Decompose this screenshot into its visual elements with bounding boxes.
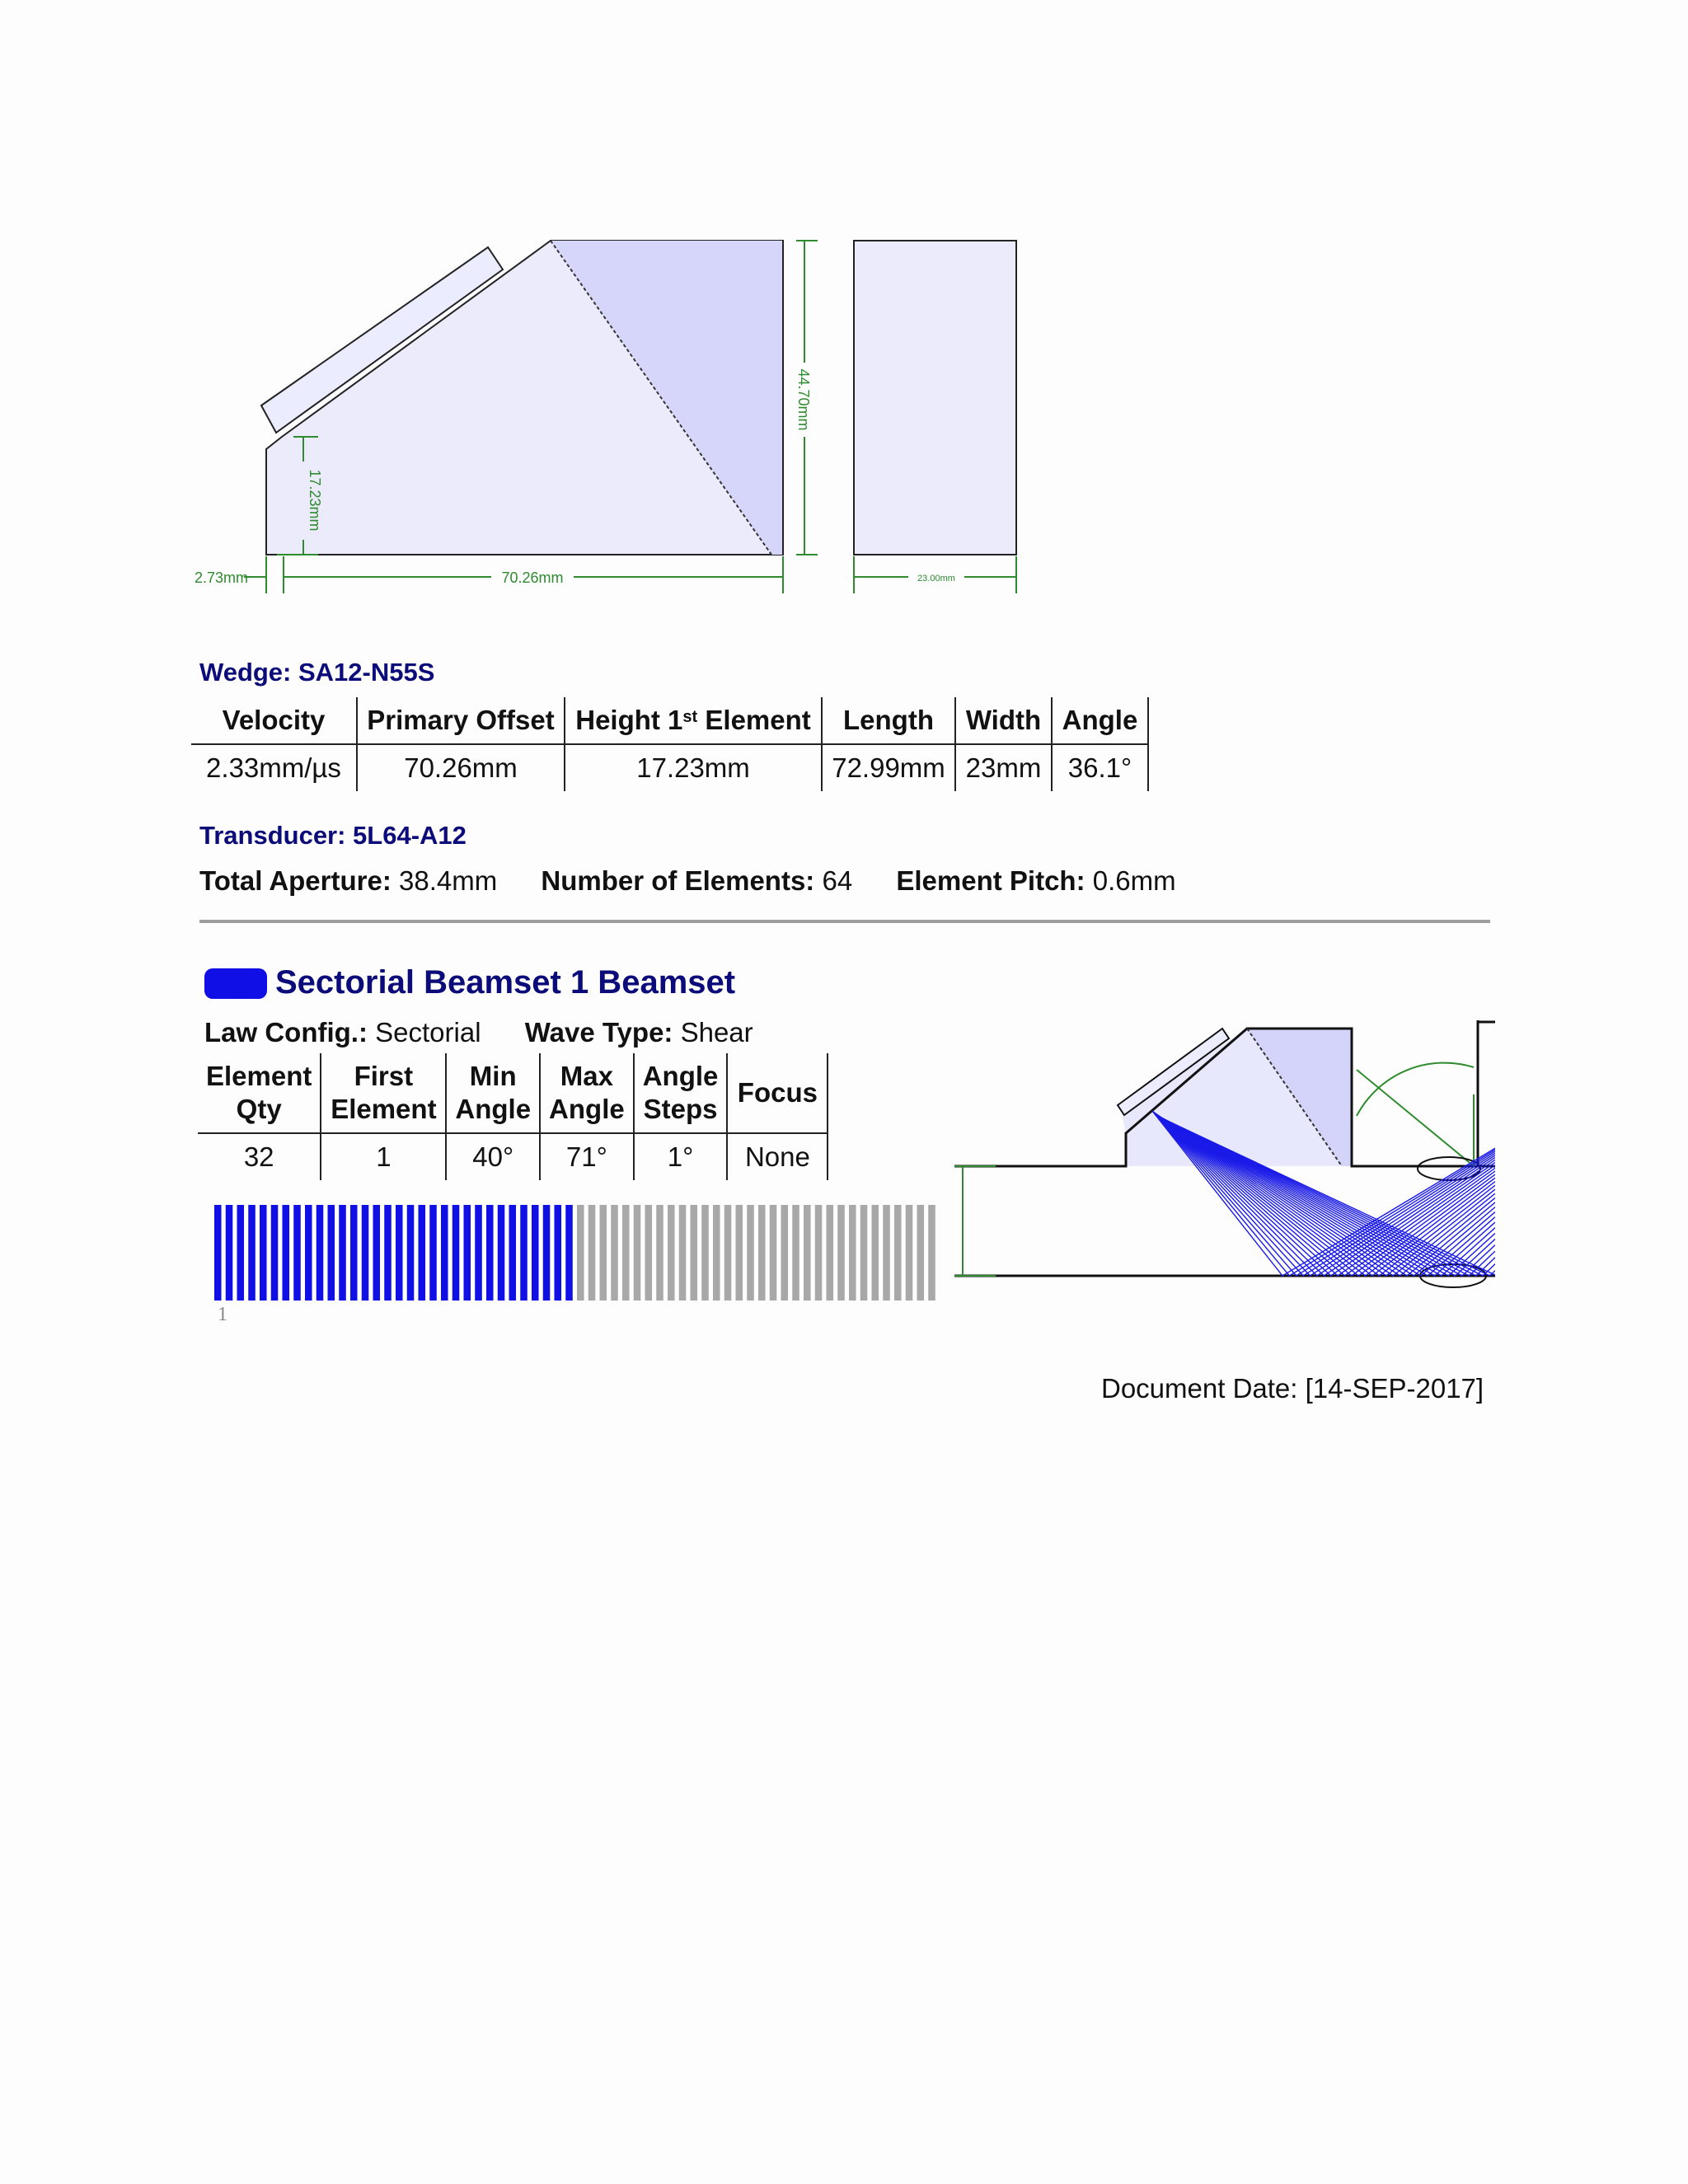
element-bar-active: [429, 1205, 437, 1301]
element-bar-inactive: [849, 1205, 856, 1301]
element-bar-inactive: [928, 1205, 935, 1301]
beam-path-diagram: [954, 1020, 1495, 1292]
wedge-velocity-value: 2.33mm/µs: [206, 752, 341, 783]
element-bar-active: [350, 1205, 358, 1301]
element-bar-inactive: [600, 1205, 607, 1301]
element-bar-active: [419, 1205, 426, 1301]
document-date: Document Date: [14-SEP-2017]: [1101, 1373, 1484, 1404]
element-bar-active: [260, 1205, 267, 1301]
element-bar-active: [237, 1205, 245, 1301]
wedge-header-angle: Angle: [1052, 697, 1148, 744]
element-bar-active: [384, 1205, 392, 1301]
elements-label: Number of Elements:: [541, 865, 815, 896]
element-bar-inactive: [724, 1205, 732, 1301]
wedge-width-value: 23mm: [955, 744, 1052, 791]
transducer-properties: [199, 865, 1212, 897]
beamset-header-first-element: First Element: [321, 1053, 446, 1133]
dim-width-label: 23.00mm: [917, 574, 955, 583]
beamset-header-min-angle: Min Angle: [446, 1053, 540, 1133]
element-bar-inactive: [656, 1205, 663, 1301]
beamset-max-angle-value: 71°: [540, 1133, 634, 1180]
element-bar-active: [565, 1205, 573, 1301]
pitch-value: 0.6mm: [1092, 865, 1176, 896]
wedge-length-value: 72.99mm: [822, 744, 955, 791]
wedge-drawing: [195, 231, 1027, 610]
element-bar-inactive: [588, 1205, 596, 1301]
element-bar-active: [316, 1205, 324, 1301]
wave-type-value: Shear: [680, 1017, 753, 1047]
law-config-value: Sectorial: [375, 1017, 481, 1047]
element-bar-active: [543, 1205, 551, 1301]
element-bar-active: [441, 1205, 448, 1301]
beamset-table: [198, 1053, 828, 1180]
element-bar-inactive: [691, 1205, 698, 1301]
element-bar-inactive: [611, 1205, 618, 1301]
element-bar-inactive: [804, 1205, 811, 1301]
part-outline: [954, 1111, 1152, 1166]
element-bar-active: [373, 1205, 381, 1301]
element-bar-active: [486, 1205, 494, 1301]
element-bar-active: [509, 1205, 517, 1301]
aperture-value: 38.4mm: [399, 865, 498, 896]
element-bar-inactive: [781, 1205, 789, 1301]
beamset-min-angle-value: 40°: [446, 1133, 540, 1180]
dim-height-first-label: 17.23mm: [307, 469, 323, 532]
beamset-angle-steps-value: 1°: [634, 1133, 728, 1180]
element-bar-active: [464, 1205, 471, 1301]
law-config-label: Law Config.:: [204, 1017, 368, 1047]
element-bar-inactive: [917, 1205, 925, 1301]
wedge-title: Wedge: SA12-N55S: [199, 658, 435, 687]
element-bar-inactive: [747, 1205, 754, 1301]
wedge-header-height-first-element: Height 1st Element: [565, 697, 822, 744]
element-bar-inactive: [792, 1205, 799, 1301]
pitch-label: Element Pitch:: [896, 865, 1085, 896]
element-bar-inactive: [860, 1205, 868, 1301]
element-bar-inactive: [645, 1205, 653, 1301]
element-bar-inactive: [770, 1205, 777, 1301]
beamset-header-angle-steps: Angle Steps: [634, 1053, 728, 1133]
element-bar-active: [226, 1205, 233, 1301]
dim-length-label: 70.26mm: [501, 569, 564, 586]
wedge-header-velocity: Velocity: [191, 697, 357, 744]
element-bar-active: [328, 1205, 335, 1301]
wave-type-label: Wave Type:: [524, 1017, 673, 1047]
element-bar-active: [362, 1205, 369, 1301]
element-bar-inactive: [634, 1205, 641, 1301]
beamset-first-element-value: 1: [321, 1133, 446, 1180]
element-bar-inactive: [679, 1205, 687, 1301]
wedge-side-view: [854, 241, 1016, 555]
aperture-label: Total Aperture:: [199, 865, 392, 896]
element-bar-active: [396, 1205, 403, 1301]
element-start-label: 1: [218, 1304, 227, 1325]
element-bar-active: [339, 1205, 346, 1301]
wedge-header-width: Width: [955, 697, 1052, 744]
element-bar-active: [498, 1205, 505, 1301]
beamset-header-focus: Focus: [727, 1053, 828, 1133]
beamset-properties: [204, 1017, 790, 1048]
element-bar-active: [305, 1205, 312, 1301]
element-bar-inactive: [906, 1205, 913, 1301]
element-bar-active: [452, 1205, 460, 1301]
element-bar-active: [407, 1205, 415, 1301]
section-divider: [199, 920, 1490, 923]
element-bar-active: [283, 1205, 290, 1301]
element-bar-inactive: [577, 1205, 584, 1301]
beamset-header-element-qty: Element Qty: [198, 1053, 321, 1133]
element-bar-inactive: [872, 1205, 879, 1301]
element-bar-active: [475, 1205, 482, 1301]
beamset-header-max-angle: Max Angle: [540, 1053, 634, 1133]
element-activation-bar: [214, 1205, 940, 1305]
wedge-header-primary-offset: Primary Offset: [357, 697, 565, 744]
element-bar-inactive: [736, 1205, 743, 1301]
beamset-title: Sectorial Beamset 1 Beamset: [275, 964, 736, 1001]
element-bar-inactive: [701, 1205, 709, 1301]
dim-height-label: 44.70mm: [795, 368, 812, 431]
element-bar-inactive: [668, 1205, 675, 1301]
transducer-title: Transducer: 5L64-A12: [199, 821, 467, 850]
element-bar-active: [271, 1205, 279, 1301]
element-bar-active: [293, 1205, 301, 1301]
element-bar-active: [520, 1205, 528, 1301]
element-bar-active: [555, 1205, 562, 1301]
wedge-angle-value: 36.1°: [1052, 744, 1148, 791]
wedge-height-first-value: 17.23mm: [565, 744, 822, 791]
element-bar-inactive: [837, 1205, 845, 1301]
beamset-color-swatch: [204, 968, 267, 999]
elements-value: 64: [822, 865, 853, 896]
element-bar-inactive: [883, 1205, 890, 1301]
element-bar-inactive: [622, 1205, 630, 1301]
beamset-focus-value: None: [727, 1133, 828, 1180]
element-bar-active: [248, 1205, 256, 1301]
element-bar-inactive: [827, 1205, 834, 1301]
element-bar-inactive: [815, 1205, 823, 1301]
dim-offset-label: 2.73mm: [195, 569, 249, 586]
element-bar-active: [532, 1205, 539, 1301]
wedge-primary-offset-value: 70.26mm: [357, 744, 565, 791]
element-bar-inactive: [713, 1205, 720, 1301]
element-bar-active: [214, 1205, 222, 1301]
beamset-element-qty-value: 32: [243, 1141, 274, 1172]
element-bar-inactive: [758, 1205, 766, 1301]
wedge-table: [191, 697, 1149, 791]
wedge-header-length: Length: [822, 697, 955, 744]
element-bar-inactive: [894, 1205, 902, 1301]
